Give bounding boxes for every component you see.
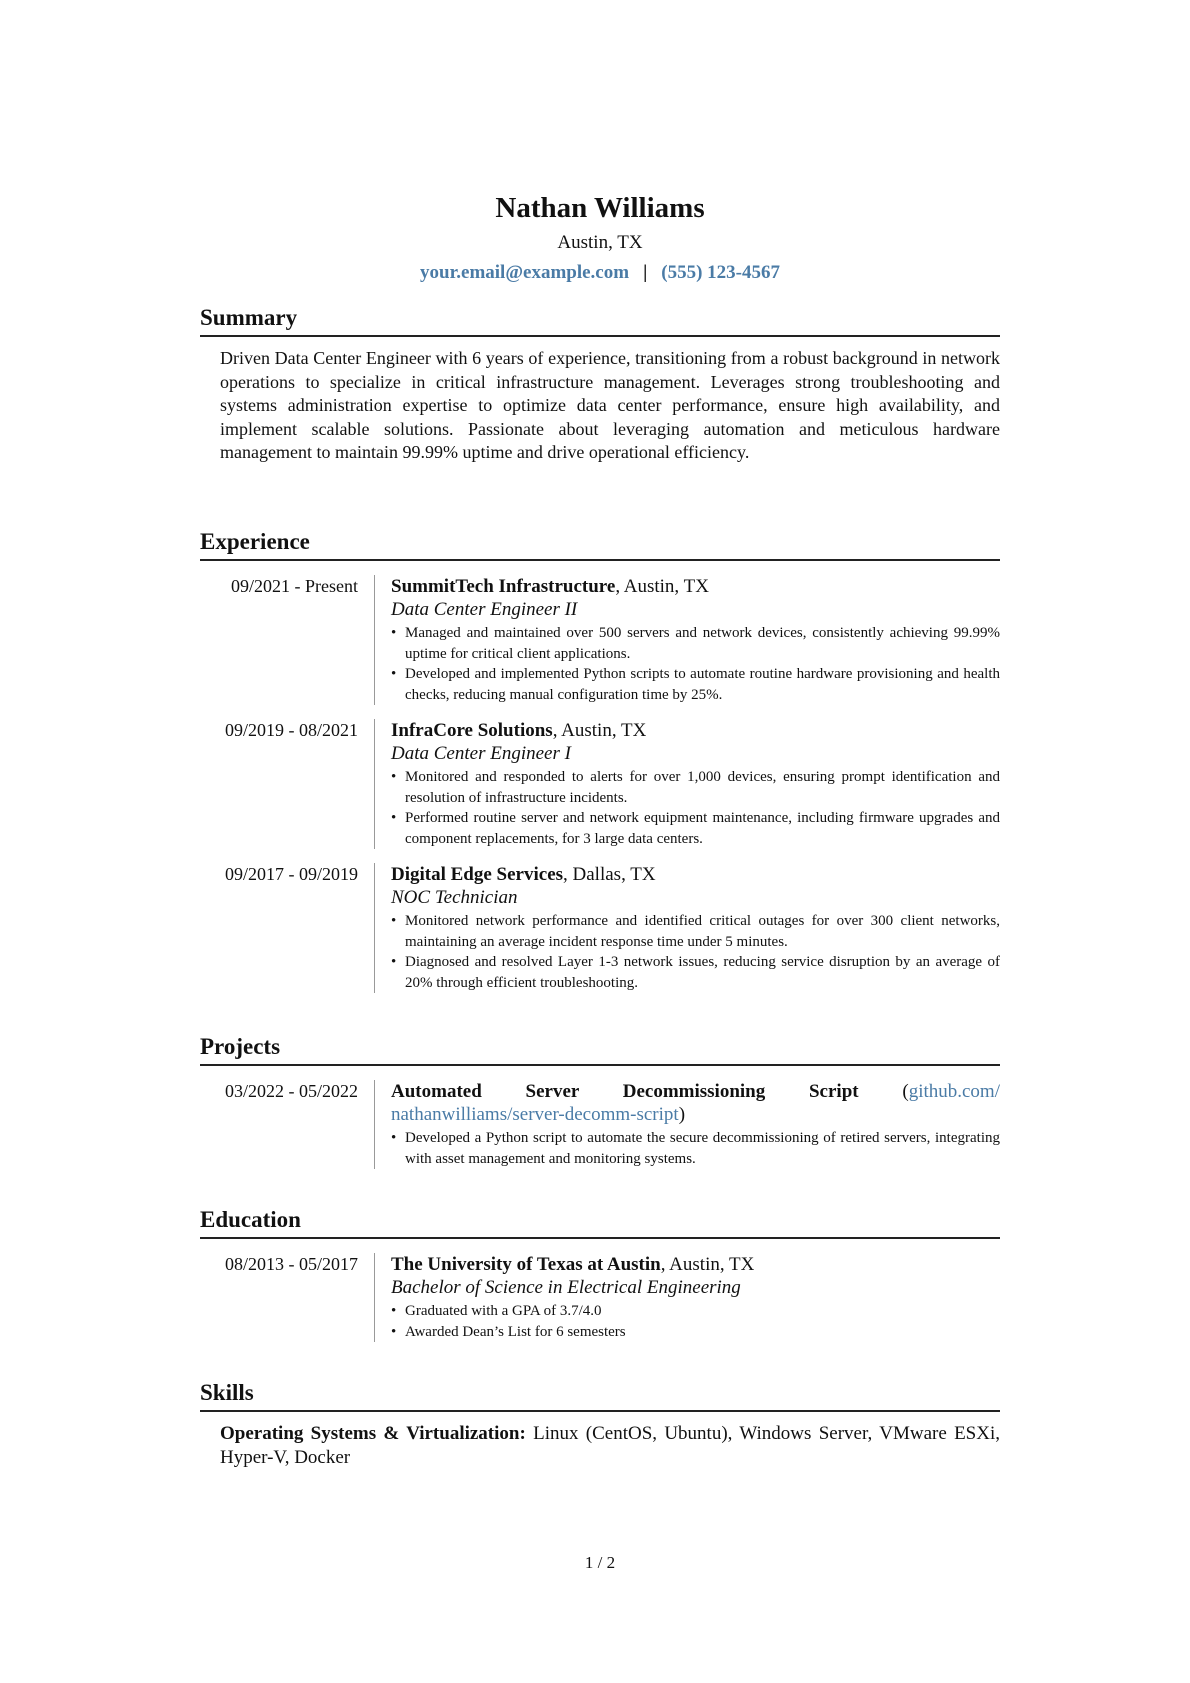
entry-date: 09/2017 - 09/2019 <box>200 863 375 993</box>
company-location: , Dallas, TX <box>563 864 656 885</box>
bullet-list <box>391 623 1000 705</box>
summary-text: Driven Data Center Engineer with 6 years of experience, transitioning from a robust background in network operations to specialize in critical infrastructure management. Leverages strong troubleshooting and systems administration expertise to optimize data center performance, ensure high availability, and implement scalable solutions. Passionate about leveraging automation and meticulous hardware management to maintain 99.99% uptime and drive operational efficiency. <box>220 348 1000 462</box>
school-name: The University of Texas at Austin <box>391 1254 661 1275</box>
project-entry <box>200 1080 1000 1169</box>
projects-section <box>200 1032 1000 1169</box>
project-link-line <box>391 1103 1000 1126</box>
entry-organization <box>391 1253 1000 1276</box>
entry-body <box>375 575 1000 705</box>
entry-body <box>375 863 1000 993</box>
email-link[interactable]: your.email@example.com <box>420 262 630 283</box>
skills-text <box>220 1422 1000 1469</box>
school-location: , Austin, TX <box>660 1254 755 1275</box>
projects-heading: Projects <box>200 1032 1000 1066</box>
entry-date: 09/2021 - Present <box>200 575 375 705</box>
company-location: , Austin, TX <box>552 720 647 741</box>
degree-title: Bachelor of Science in Electrical Engineering <box>391 1277 741 1298</box>
contact-separator: | <box>643 262 648 283</box>
company-location: , Austin, TX <box>615 576 709 597</box>
bullet-item: • Developed and implemented Python scripts to automate routine hardware provisioning and health checks, reducing manual configuration time by 25%. <box>391 664 1000 705</box>
entry-date: 03/2022 - 05/2022 <box>200 1080 375 1169</box>
project-link-part2[interactable]: nathanwilliams/server-decomm-script <box>391 1104 679 1125</box>
bullet-item: • Performed routine server and network equipment maintenance, including firmware upgrades and component replacements, for 3 large data centers. <box>391 808 1000 849</box>
company-name: InfraCore Solutions <box>391 720 553 741</box>
bullet-item: • Monitored and responded to alerts for over 1,000 devices, ensuring prompt identification and resolution of infrastructure incidents. <box>391 767 1000 808</box>
entry-date: 09/2019 - 08/2021 <box>200 719 375 849</box>
entry-body <box>375 1080 1000 1169</box>
experience-entry <box>200 575 1000 705</box>
bullet-list <box>391 911 1000 993</box>
summary-section <box>200 303 1000 465</box>
bullet-item: • Monitored network performance and identified critical outages for over 300 client networks, maintaining an average incident response time under 5 minutes. <box>391 911 1000 952</box>
experience-section <box>200 527 1000 993</box>
page-number: 1 / 2 <box>584 1553 616 1572</box>
project-link-part1[interactable]: github.com/ <box>908 1081 1000 1102</box>
bullet-item: • Awarded Dean’s List for 6 semesters <box>391 1322 1000 1343</box>
entry-body <box>375 1253 1000 1342</box>
entry-organization <box>391 863 1000 886</box>
job-title: NOC Technician <box>391 887 518 908</box>
bullet-list <box>391 767 1000 849</box>
bullet-item: • Graduated with a GPA of 3.7/4.0 <box>391 1301 1000 1322</box>
company-name: SummitTech Infrastructure <box>391 576 616 597</box>
skills-list: Linux (CentOS, Ubuntu), Windows Server, VMware ESXi, Hyper-V, Docker <box>220 1423 1000 1468</box>
project-title-line <box>391 1080 1000 1103</box>
job-title: Data Center Engineer I <box>391 743 571 764</box>
summary-heading: Summary <box>200 303 1000 337</box>
job-title: Data Center Engineer II <box>391 599 578 620</box>
experience-heading: Experience <box>200 527 1000 561</box>
close-paren: ) <box>678 1104 686 1125</box>
entry-date: 08/2013 - 05/2017 <box>200 1253 375 1342</box>
bullet-item: • Diagnosed and resolved Layer 1-3 network issues, reducing service disruption by an average of 20% through efficient troubleshooting. <box>391 952 1000 993</box>
resume-header <box>200 190 1000 286</box>
phone-link[interactable]: (555) 123-4567 <box>661 262 780 283</box>
project-name: Automated Server Decommissioning Script <box>391 1081 859 1102</box>
education-heading: Education <box>200 1205 1000 1239</box>
entry-body <box>375 719 1000 849</box>
resume-page <box>200 0 1000 1683</box>
company-name: Digital Edge Services <box>391 864 564 885</box>
open-paren: ( <box>902 1081 909 1102</box>
bullet-item: • Managed and maintained over 500 servers and network devices, consistently achieving 99.99% uptime for critical client applications. <box>391 623 1000 664</box>
entry-organization <box>391 719 1000 742</box>
contact-line <box>200 260 1000 286</box>
experience-entry <box>200 863 1000 993</box>
skills-label: Operating Systems & Virtualization: <box>220 1423 526 1444</box>
bullet-list <box>391 1128 1000 1169</box>
skills-section <box>200 1378 1000 1469</box>
experience-entry <box>200 719 1000 849</box>
bullet-item: • Developed a Python script to automate the secure decommissioning of retired servers, integrating with asset management and monitoring systems. <box>391 1128 1000 1169</box>
entry-organization <box>391 575 1000 598</box>
skills-heading: Skills <box>200 1378 1000 1412</box>
candidate-location: Austin, TX <box>557 232 643 253</box>
bullet-list <box>391 1301 1000 1342</box>
candidate-name: Nathan Williams <box>495 192 705 224</box>
education-section <box>200 1205 1000 1342</box>
education-entry <box>200 1253 1000 1342</box>
